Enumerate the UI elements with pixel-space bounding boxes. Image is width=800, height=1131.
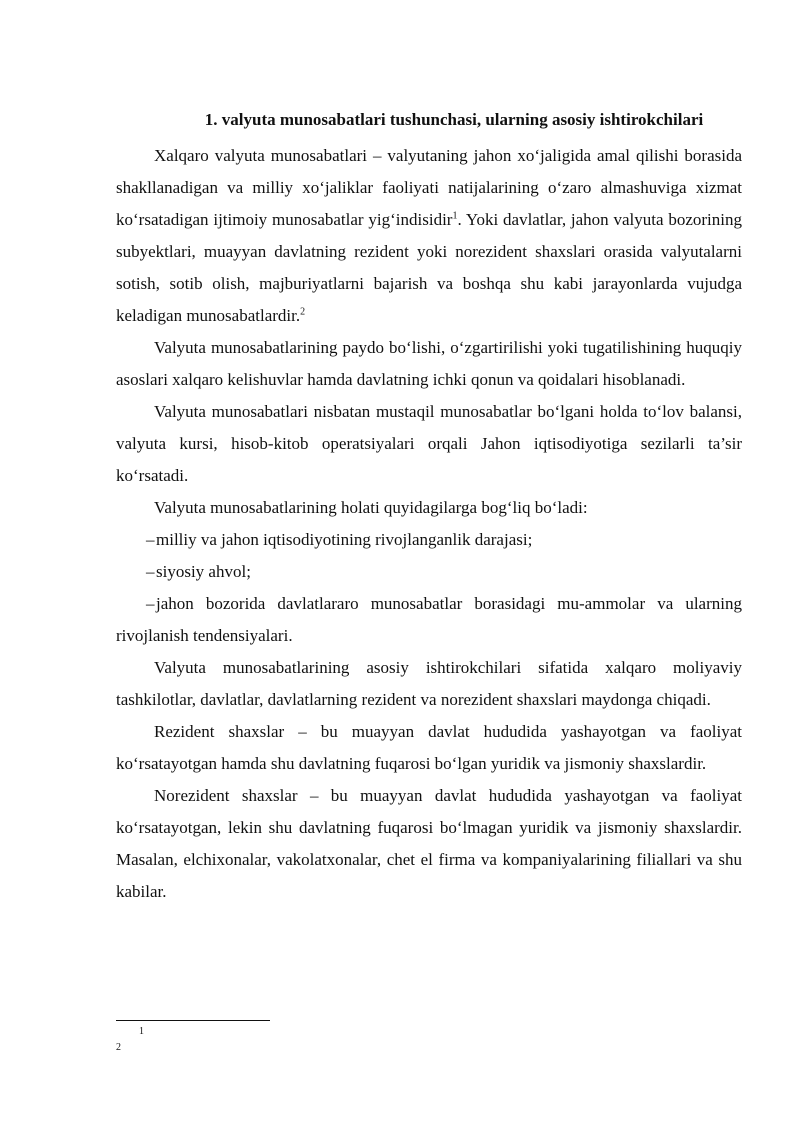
paragraph-participants: Valyuta munosabatlarining asosiy ishtirokchilari sifatida xalqaro moliyaviy tashkilotlar, davlatlar, davlatlarning rezident va norezident shaxslari maydonga chiqadi.	[116, 658, 742, 709]
paragraph-definition	[116, 140, 742, 332]
paragraph-state-depends: Valyuta munosabatlarining holati quyidagilarga bog‘liq bo‘ladi:	[154, 498, 588, 517]
list-item-text: milliy va jahon iqtisodiyotining rivojlanganlik darajasi;	[156, 530, 533, 549]
section-heading: 1. valyuta munosabatlari tushunchasi, ularning asosiy ishtirokchilari	[204, 110, 704, 129]
list-item	[116, 556, 742, 588]
footnote-2-number: 2	[116, 1042, 121, 1053]
footnote-ref-2[interactable]: 2	[300, 306, 306, 318]
dash-bullet: –	[146, 594, 155, 613]
list-item-text: jahon bozorida davlatlararo munosabatlar borasidagi mu-ammolar va ularning rivojlanish tendensiyalari.	[116, 594, 742, 645]
footnote-divider	[116, 1020, 270, 1021]
paragraph-legal-basis: Valyuta munosabatlarining paydo bo‘lishi, o‘zgartirilishi yoki tugatilishining huquqiy asoslari xalqaro kelishuvlar hamda davlatning ichki qonun va qoidalari hisoblanadi.	[116, 338, 742, 389]
paragraph-text: Xalqaro valyuta munosabatlari – valyutaning jahon xo‘jaligida amal qilishi borasida shakllanadigan va milliy xo‘jaliklar faoliyati natijalarining o‘zaro almashuviga xizmat ko‘rsatadigan ijtimoiy munosabatlar yig‘indisidir	[116, 146, 742, 229]
footnote-1-number: 1	[139, 1026, 144, 1037]
paragraph-nonresident: Norezident shaxslar – bu muayyan davlat hududida yashayotgan va faoliyat ko‘rsatayotgan, lekin shu davlatning fuqarosi bo‘lmagan yuridik va jismoniy shaxslardir. Masalan, elchixonalar, vakolatxonalar, chet el firma va kompaniyalarining filiallari va shu kabilar.	[116, 786, 742, 901]
paragraph-text: . Yoki davlatlar, jahon valyuta bozorining subyektlari, muayyan davlatning rezident yoki norezident shaxslari orasida valyutalarni sotish, sotib olish, majburiyatlarni bajarish va boshqa shu kabi jarayonlarda vujudga keladigan munosabatlardir.	[116, 210, 742, 325]
document-body	[116, 140, 742, 908]
list-item	[116, 524, 742, 556]
dash-bullet: –	[146, 530, 155, 549]
list-item-text: siyosiy ahvol;	[156, 562, 251, 581]
paragraph-resident: Rezident shaxslar – bu muayyan davlat hududida yashayotgan va faoliyat ko‘rsatayotgan hamda shu davlatning fuqarosi bo‘lgan yuridik va jismoniy shaxslardir.	[116, 722, 742, 773]
footnote-ref-1[interactable]: 1	[452, 210, 458, 222]
paragraph-influence: Valyuta munosabatlari nisbatan mustaqil munosabatlar bo‘lgani holda to‘lov balansi, valyuta kursi, hisob-kitob operatsiyalari orqali Jahon iqtisodiyotiga sezilarli ta’sir ko‘rsatadi.	[116, 402, 742, 485]
dash-bullet: –	[146, 562, 155, 581]
list-item	[116, 588, 742, 652]
